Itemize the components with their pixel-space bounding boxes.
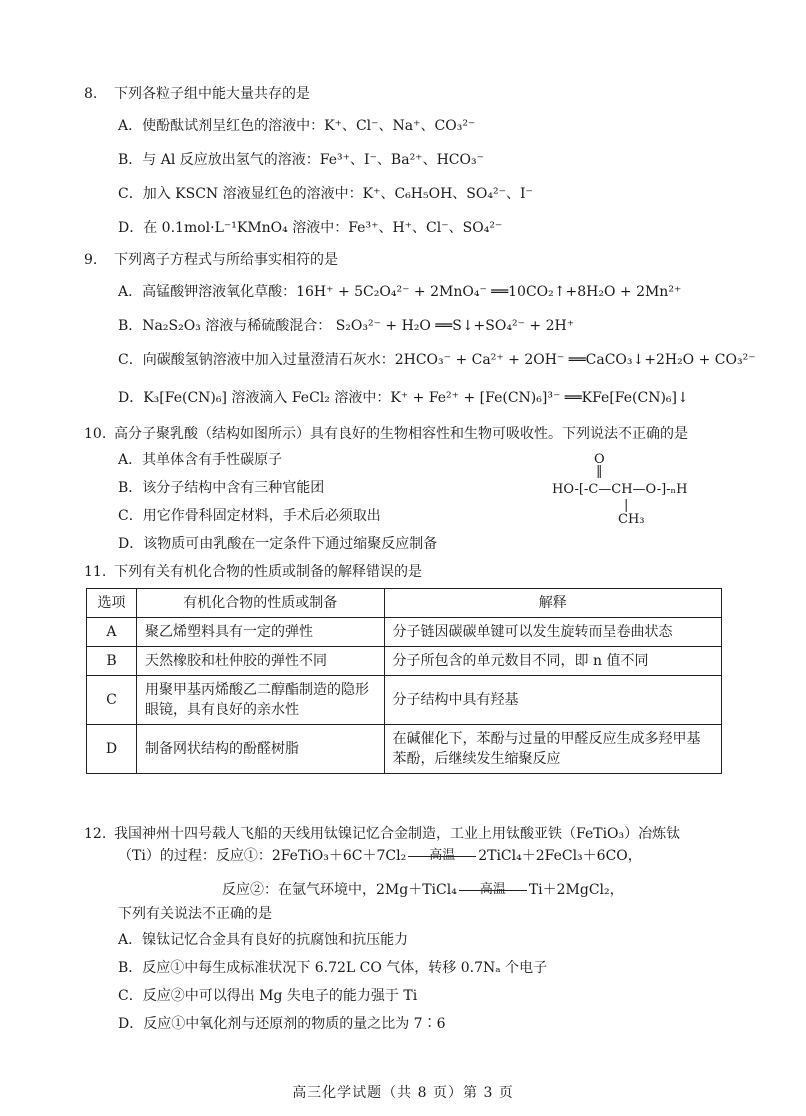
row-b-explanation: 分子所包含的单元数目不同，即 n 值不同 <box>384 647 721 676</box>
table-row <box>87 618 722 647</box>
repeat-unit-formula: HO-[-C—CH—O-]-ₙH <box>552 482 688 497</box>
q9-stem: 下列离子方程式与所给事实相符的是 <box>114 252 338 268</box>
q8-option-a: A．使酚酞试剂呈红色的溶液中：K⁺、Cl⁻、Na⁺、CO₃²⁻ <box>118 118 476 134</box>
reaction-2-products: Ti＋2MgCl₂， <box>528 882 624 898</box>
q8-number: 8. <box>84 86 98 102</box>
table-row <box>87 647 722 676</box>
q9-option-b: B．Na₂S₂O₃ 溶液与稀硫酸混合： S₂O₃²⁻ + H₂O ══S↓+SO₄²⁻ + 2H⁺ <box>118 318 575 334</box>
q9-number: 9. <box>84 252 98 268</box>
q12-reaction-2 <box>222 870 624 910</box>
row-d-property: 制备网状结构的酚醛树脂 <box>136 725 384 774</box>
page-footer: 高三化学试题（共 8 页）第 3 页 <box>292 1085 514 1101</box>
double-bond-mark: ‖ <box>596 464 603 479</box>
header-property: 有机化合物的性质或制备 <box>136 589 384 618</box>
q8-option-b: B．与 Al 反应放出氢气的溶液：Fe³⁺、I⁻、Ba²⁺、HCO₃⁻ <box>118 152 484 168</box>
q12-option-c: C．反应②中可以得出 Mg 失电子的能力强于 Ti <box>118 988 418 1004</box>
header-option: 选项 <box>87 589 137 618</box>
row-c-explanation: 分子结构中具有羟基 <box>384 676 721 725</box>
q9-option-a: A．高锰酸钾溶液氧化草酸：16H⁺ + 5C₂O₄²⁻ + 2MnO₄⁻ ══10CO₂↑+8H₂O + 2Mn²⁺ <box>118 284 682 300</box>
q10-option-b: B．该分子结构中含有三种官能团 <box>118 480 325 496</box>
q9-option-c: C．向碳酸氢钠溶液中加入过量澄清石灰水：2HCO₃⁻ + Ca²⁺ + 2OH⁻ ══CaCO₃↓+2H₂O + CO₃²⁻ <box>118 352 756 368</box>
reaction-2-reactants: 反应②：在氩气环境中，2Mg＋TiCl₄ <box>222 882 457 898</box>
q12-option-b: B．反应①中每生成标准状况下 6.72L CO 气体，转移 0.7Nₐ 个电子 <box>118 960 548 976</box>
row-b-property: 天然橡胶和杜仲胶的弹性不同 <box>136 647 384 676</box>
q11-stem: 下列有关有机化合物的性质或制备的解释错误的是 <box>114 564 422 580</box>
table-row <box>87 725 722 774</box>
row-a-option: A <box>87 618 137 647</box>
q8-stem: 下列各粒子组中能大量共存的是 <box>114 86 310 102</box>
q10-stem: 高分子聚乳酸（结构如图所示）具有良好的生物相容性和生物可吸收性。下列说法不正确的是 <box>114 426 688 442</box>
q10-option-d: D．该物质可由乳酸在一定条件下通过缩聚反应制备 <box>118 536 438 552</box>
q12-option-a: A．镍钛记忆合金具有良好的抗腐蚀和抗压能力 <box>118 932 409 948</box>
q12-line1: 我国神州十四号载人飞船的天线用钛镍记忆合金制造，工业上用钛酸亚铁（FeTiO₃）冶炼钛 <box>114 826 681 842</box>
row-d-option: D <box>87 725 137 774</box>
q8-option-d: D．在 0.1mol·L⁻¹KMnO₄ 溶液中：Fe³⁺、H⁺、Cl⁻、SO₄²⁻ <box>118 220 503 236</box>
row-b-option: B <box>87 647 137 676</box>
row-c-option: C <box>87 676 137 725</box>
methyl-group: CH₃ <box>618 512 645 527</box>
single-bond-mark: | <box>624 498 629 513</box>
reaction-1-arrow <box>408 846 476 866</box>
reaction-1-reactants: （Ti）的过程：反应①：2FeTiO₃＋6C＋7Cl₂ <box>118 848 407 864</box>
table-header-row <box>87 589 722 618</box>
q10-option-a: A．其单体含有手性碳原子 <box>118 452 283 468</box>
q11-table <box>86 588 722 774</box>
q10-number: 10. <box>84 426 107 442</box>
row-d-explanation: 在碱催化下，苯酚与过量的甲醛反应生成多羟甲基苯酚，后继续发生缩聚反应 <box>384 725 721 774</box>
q10-option-c: C．用它作骨科固定材料，手术后必须取出 <box>118 508 381 524</box>
q12-number: 12. <box>84 826 107 842</box>
reaction-2-condition: 高温 <box>479 882 506 897</box>
q8-option-c: C．加入 KSCN 溶液显红色的溶液中：K⁺、C₆H₅OH、SO₄²⁻、I⁻ <box>118 186 533 202</box>
reaction-2-arrow <box>459 880 527 900</box>
q12-option-d: D．反应①中氧化剂与还原剂的物质的量之比为 7∶6 <box>118 1016 446 1032</box>
table-row <box>87 676 722 725</box>
reaction-1-products: 2TiCl₄＋2FeCl₃＋6CO， <box>478 848 642 864</box>
q9-option-d: D．K₃[Fe(CN)₆] 溶液滴入 FeCl₂ 溶液中：K⁺ + Fe²⁺ + [Fe(CN)₆]³⁻ ══KFe[Fe(CN)₆]↓ <box>118 390 689 406</box>
reaction-1-condition: 高温 <box>429 848 456 863</box>
q11-number: 11. <box>84 564 107 580</box>
polylactic-acid-structure <box>552 452 702 530</box>
carbonyl-oxygen: O <box>594 452 605 467</box>
q12-stem: 下列有关说法不正确的是 <box>118 906 272 922</box>
row-c-property: 用聚甲基丙烯酸乙二醇酯制造的隐形眼镜，具有良好的亲水性 <box>136 676 384 725</box>
row-a-explanation: 分子链因碳碳单键可以发生旋转而呈卷曲状态 <box>384 618 721 647</box>
header-explanation: 解释 <box>384 589 721 618</box>
row-a-property: 聚乙烯塑料具有一定的弹性 <box>136 618 384 647</box>
